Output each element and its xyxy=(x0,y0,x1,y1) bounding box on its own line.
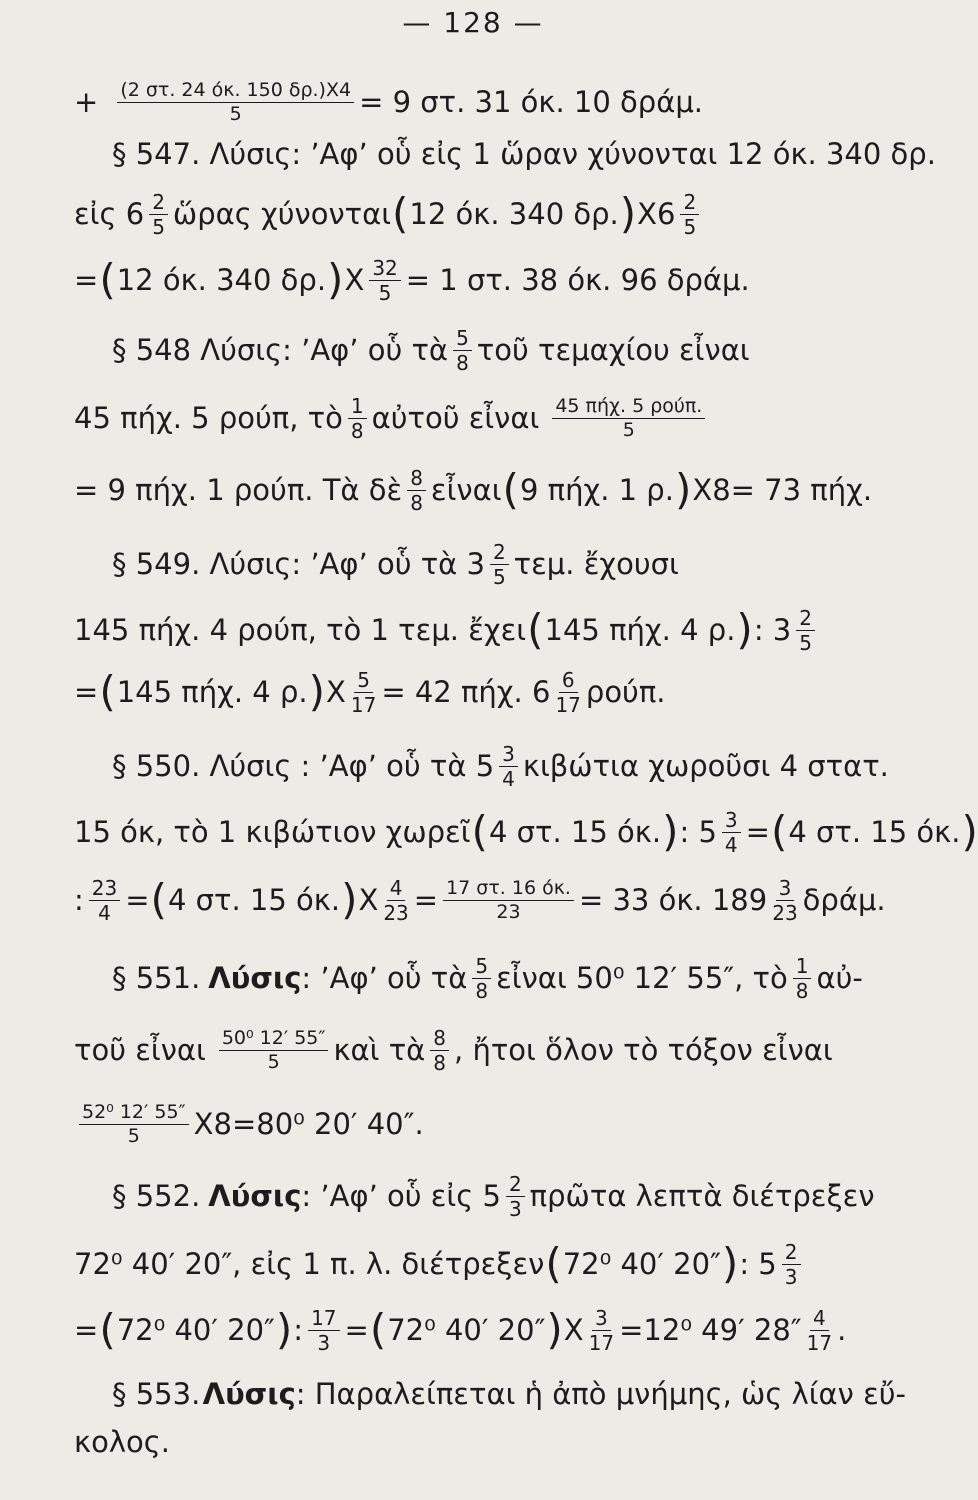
fraction: $\frac{23}{4}$ xyxy=(89,878,120,923)
fraction: $\frac{2}{5}$ xyxy=(149,192,168,237)
fraction: $\frac{8}{8}$ xyxy=(407,468,426,513)
fraction: $\frac{17}{3}$ xyxy=(308,1308,339,1353)
page-number: — 128 — xyxy=(402,6,544,39)
section-552-heading: § 552. Λύσις : ’Αφ’ οὗ εἰς 5 $\frac{2}{3}$ πρῶτα λεπτὰ διέτρεξεν xyxy=(112,1171,875,1221)
section-548-heading: § 548 Λύσις: ’Αφ’ οὗ τὰ $\frac{5}{8}$ τοῦ τεμαχίου εἶναι xyxy=(112,325,750,375)
fraction: $\frac{3}{23}$ xyxy=(772,875,798,925)
fraction: $\frac{32}{5}$ xyxy=(369,258,400,303)
fraction: $\frac{5}{8}$ xyxy=(453,328,472,373)
equation-line: 45 πήχ. 5 ρούπ, τὸ $\frac{1}{8}$ αὐτοῦ εἶναι $\frac{\text{45 πήχ. 5 ρούπ.}}{5}$ xyxy=(74,380,906,456)
fraction: $\frac{17 \sigma\tau. 16 ό\kappa.}{23}$ xyxy=(443,879,574,922)
fraction: $\frac{8}{8}$ xyxy=(430,1028,449,1073)
fraction: $\frac{6}{17}$ xyxy=(555,667,581,717)
fraction: $\frac{4}{17}$ xyxy=(806,1305,833,1355)
fraction: $\frac{2}{5}$ xyxy=(680,192,699,237)
fraction: $\frac{4}{23}$ xyxy=(383,875,409,925)
fraction: $\frac{3}{4}$ xyxy=(722,810,741,855)
section-550-heading: § 550. Λύσις : ’Αφ’ οὗ τὰ 5 $\frac{3}{4}$ κιβώτια χωροῦσι 4 στατ. xyxy=(112,741,889,791)
equation-line: = ( 12 όκ. 340 δρ. ) Χ $\frac{32}{5}$ = 1 στ. 38 όκ. 96 δράμ. xyxy=(74,255,750,305)
section-553-heading: § 553. Λύσις : Παραλείπεται ἡ ἀπὸ μνήμης, ὡς λίαν εὔ- xyxy=(112,1377,906,1411)
fraction: $\frac{2}{5}$ xyxy=(796,608,815,653)
fraction: $\frac{\text{45 πήχ. 5 ρούπ.}}{5}$ xyxy=(552,397,705,440)
equation-line: $\frac{\text{52⁰ 12′ 55″}}{5}$ Χ8=80⁰ 20′ 40″. xyxy=(74,1086,906,1162)
result-text: = 9 στ. 31 όκ. 10 δράμ. xyxy=(359,85,703,119)
fraction: $\frac{(2 \sigma\tau. 24 ό\kappa. 150 \delta\rho.)X4}{5}$ xyxy=(117,81,354,124)
plus-sign: + xyxy=(74,85,99,119)
fraction: $\frac{3}{4}$ xyxy=(499,744,518,789)
section-547-heading: § 547. Λύσις: ’Αφ’ οὗ εἰς 1 ὥραν χύνονται 12 όκ. 340 δρ. xyxy=(112,137,936,171)
fraction: $\frac{2}{3}$ xyxy=(506,1174,525,1219)
equation-line: εἰς 6 $\frac{2}{5}$ ὥρας χύνονται ( 12 όκ. 340 δρ. ) Χ6 $\frac{2}{5}$ xyxy=(74,176,906,252)
equation-line: = 9 πήχ. 1 ρούπ. Τὰ δὲ $\frac{8}{8}$ εἶναι ( 9 πήχ. 1 ρ. ) Χ8= 73 πήχ. xyxy=(74,465,873,515)
section-551-heading: § 551. Λύσις : ’Αφ’ οὗ τὰ $\frac{5}{8}$ εἶναι 50⁰ 12′ 55″, τὸ $\frac{1}{8}$ αὐ- xyxy=(112,953,863,1003)
fraction: $\frac{1}{8}$ xyxy=(793,956,812,1001)
section-549-heading: § 549. Λύσις: ’Αφ’ οὗ τὰ 3 $\frac{2}{5}$ τεμ. ἔχουσι xyxy=(112,539,679,589)
equation-line: : $\frac{23}{4}$ = ( 4 στ. 15 όκ. ) Χ $\frac{4}{23}$ = $\frac{17 \sigma\tau. 16 ό\kappa.}{23}$ = 33 όκ. 189 $\frac{3}{23}$ δράμ. xyxy=(74,875,886,925)
equation-line: 72⁰ 40′ 20″, εἰς 1 π. λ. διέτρεξεν ( 72⁰ 40′ 20″ ) : 5 $\frac{2}{3}$ xyxy=(74,1226,906,1302)
fraction: $\frac{\text{52⁰ 12′ 55″}}{5}$ xyxy=(79,1103,189,1146)
fraction: $\frac{3}{17}$ xyxy=(588,1305,615,1355)
fraction: $\frac{5}{17}$ xyxy=(350,667,377,717)
equation-line: 15 όκ, τὸ 1 κιβώτιον χωρεῖ ( 4 στ. 15 όκ. ) : 5 $\frac{3}{4}$ = ( 4 στ. 15 όκ. ) xyxy=(74,807,978,857)
equation-line: = ( 145 πήχ. 4 ρ. ) Χ $\frac{5}{17}$ = 42 πήχ. 6 $\frac{6}{17}$ ρούπ. xyxy=(74,667,666,717)
text-line: κολος. xyxy=(74,1425,170,1459)
fraction: $\frac{2}{5}$ xyxy=(490,542,509,587)
equation-line: 145 πήχ. 4 ρούπ, τὸ 1 τεμ. ἔχει ( 145 πήχ. 4 ρ. ) : 3 $\frac{2}{5}$ xyxy=(74,592,906,668)
equation-line: τοῦ εἶναι $\frac{\text{50⁰ 12′ 55″}}{5}$ καὶ τὰ $\frac{8}{8}$ , ἤτοι ὅλον τὸ τόξον εἶναι xyxy=(74,1025,833,1075)
fraction: $\frac{\text{50⁰ 12′ 55″}}{5}$ xyxy=(219,1029,329,1072)
fraction: $\frac{5}{8}$ xyxy=(472,956,491,1001)
fraction: $\frac{1}{8}$ xyxy=(348,396,367,441)
fraction: $\frac{2}{3}$ xyxy=(782,1242,801,1287)
equation-line: = ( 72⁰ 40′ 20″ ) : $\frac{17}{3}$ = ( 72⁰ 40′ 20″ ) Χ $\frac{3}{17}$ =12⁰ 49′ 28″ $\frac{4}{17}$ . xyxy=(74,1305,847,1355)
